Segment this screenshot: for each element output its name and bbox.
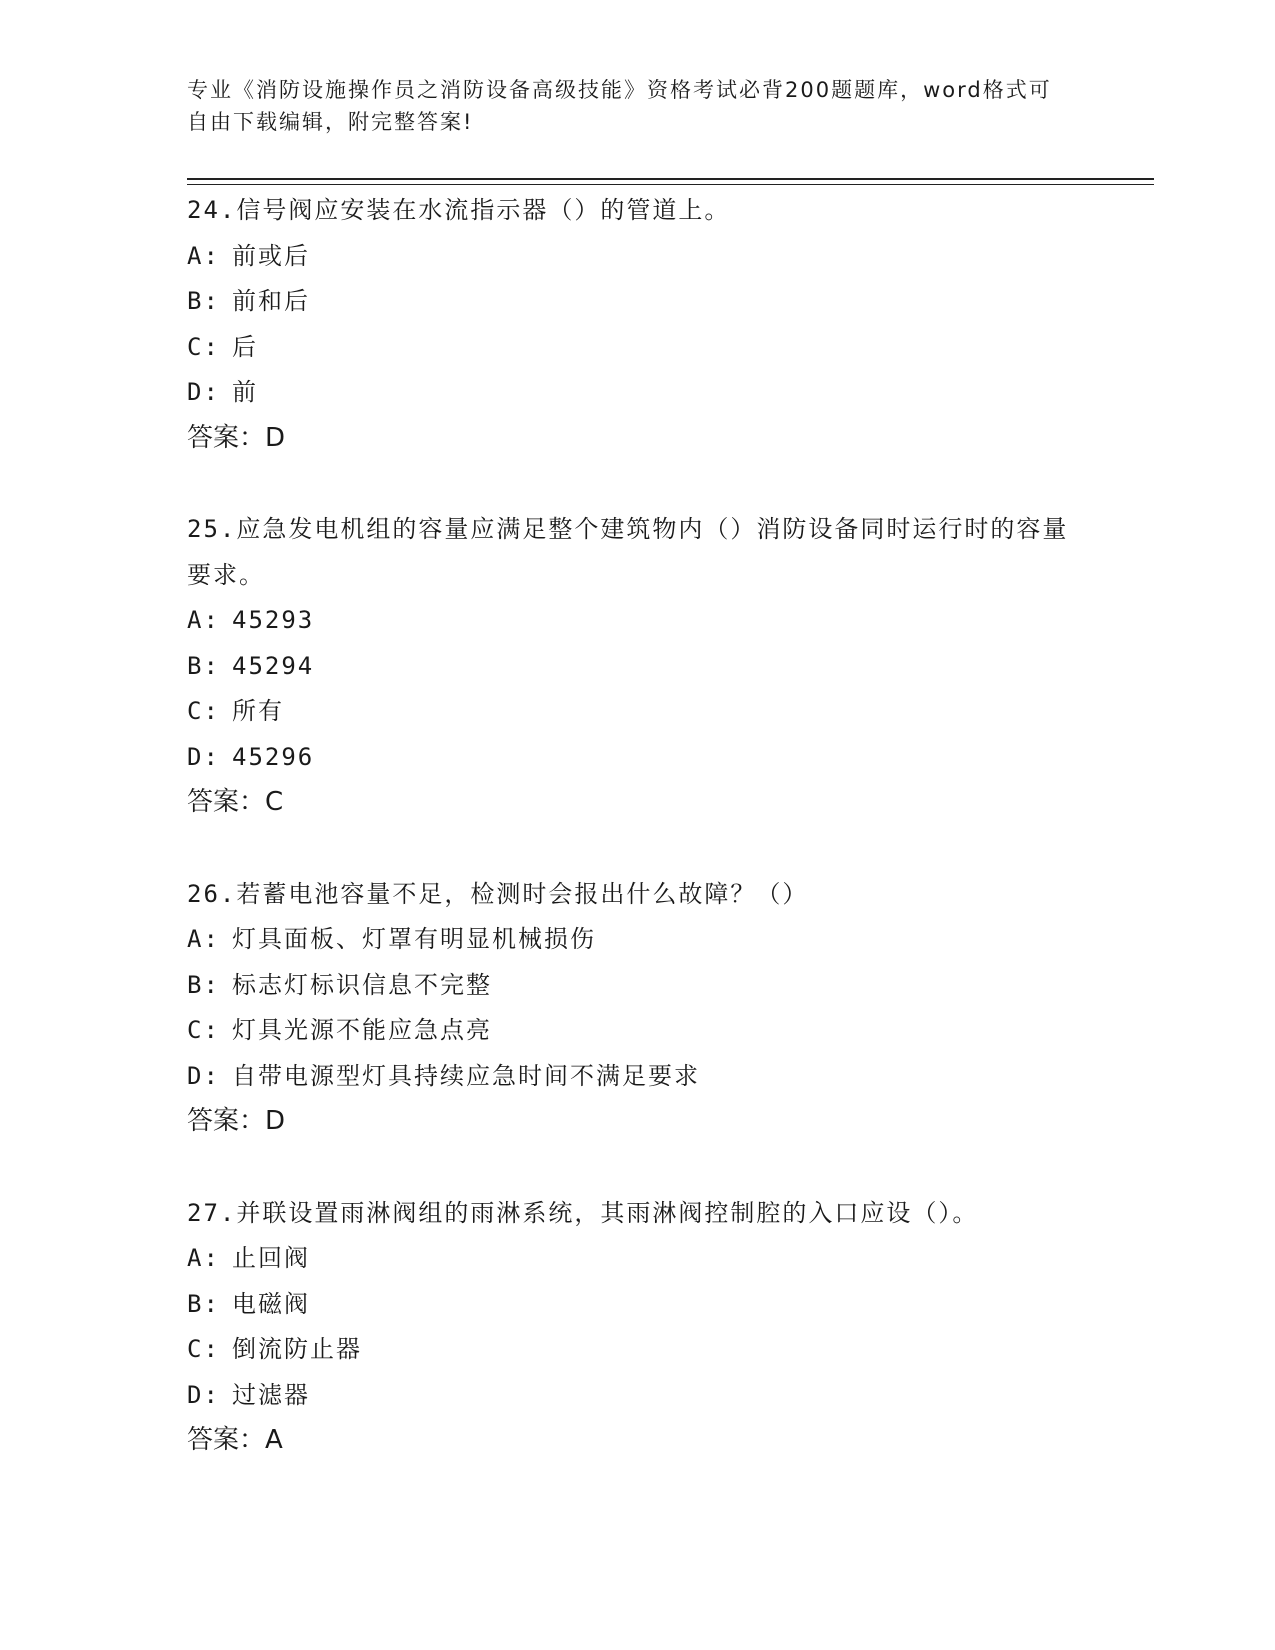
- document-header: 专业《消防设施操作员之消防设备高级技能》资格考试必背200题题库，word格式可自由下载编辑，附完整答案!: [187, 78, 1052, 134]
- option-text: 标志灯标识信息不完整: [232, 970, 492, 999]
- option-a: [187, 598, 1087, 644]
- option-letter: C:: [187, 1335, 220, 1363]
- option-letter: D:: [187, 1061, 220, 1090]
- option-a: [187, 917, 1087, 963]
- question-stem: 25.应急发电机组的容量应满足整个建筑物内（）消防设备同时运行时的容量要求。: [187, 515, 1069, 589]
- option-d: [187, 1373, 1087, 1419]
- option-c: [187, 325, 1087, 371]
- question-list: [187, 188, 1087, 1464]
- option-text: 45294: [232, 651, 315, 680]
- option-text: 灯具光源不能应急点亮: [232, 1016, 492, 1044]
- option-text: 前: [232, 378, 258, 406]
- option-c: [187, 689, 1087, 735]
- option-letter: A:: [187, 1244, 220, 1272]
- option-d: [187, 370, 1087, 416]
- option-letter: C:: [187, 332, 220, 361]
- answer-line: 答案：D: [187, 1106, 286, 1136]
- option-letter: D:: [187, 378, 220, 406]
- question-26: [187, 872, 1087, 1145]
- option-letter: D:: [187, 742, 220, 771]
- option-text: 后: [232, 332, 258, 361]
- option-letter: B:: [187, 970, 220, 999]
- answer-line: 答案：D: [187, 422, 286, 453]
- option-text: 前或后: [232, 241, 310, 270]
- header-divider-thin: [187, 184, 1154, 185]
- option-letter: A:: [187, 241, 220, 270]
- option-text: 所有: [232, 697, 284, 725]
- option-b: [187, 279, 1087, 325]
- option-b: [187, 1282, 1087, 1328]
- option-letter: B:: [187, 1289, 220, 1318]
- option-d: [187, 735, 1087, 781]
- question-stem: 26.若蓄电池容量不足，检测时会报出什么故障？（）: [187, 879, 809, 908]
- option-text: 倒流防止器: [232, 1335, 362, 1363]
- question-24: [187, 188, 1087, 461]
- option-letter: A:: [187, 606, 220, 634]
- option-text: 45293: [232, 606, 315, 634]
- option-text: 止回阀: [232, 1244, 310, 1272]
- option-text: 前和后: [232, 287, 310, 315]
- option-letter: A:: [187, 925, 220, 953]
- option-text: 过滤器: [232, 1380, 310, 1409]
- option-letter: B:: [187, 651, 220, 680]
- header-divider-thick: [187, 178, 1154, 180]
- option-text: 电磁阀: [232, 1289, 310, 1318]
- option-d: [187, 1054, 1087, 1100]
- option-text: 自带电源型灯具持续应急时间不满足要求: [232, 1061, 700, 1090]
- option-a: [187, 1236, 1087, 1282]
- option-c: [187, 1327, 1087, 1373]
- option-b: [187, 963, 1087, 1009]
- option-text: 灯具面板、灯罩有明显机械损伤: [232, 925, 596, 953]
- question-stem: 27.并联设置雨淋阀组的雨淋系统，其雨淋阀控制腔的入口应设（）。: [187, 1198, 979, 1227]
- option-letter: B:: [187, 287, 220, 315]
- answer-line: 答案：C: [187, 787, 284, 817]
- option-text: 45296: [232, 742, 315, 771]
- answer-line: 答案：A: [187, 1425, 283, 1455]
- option-b: [187, 644, 1087, 690]
- question-27: [187, 1191, 1087, 1464]
- question-25: [187, 507, 1087, 826]
- option-letter: D:: [187, 1380, 220, 1409]
- option-letter: C:: [187, 1016, 220, 1044]
- question-stem: 24.信号阀应安装在水流指示器（）的管道上。: [187, 196, 731, 224]
- option-a: [187, 234, 1087, 280]
- option-letter: C:: [187, 697, 220, 725]
- option-c: [187, 1008, 1087, 1054]
